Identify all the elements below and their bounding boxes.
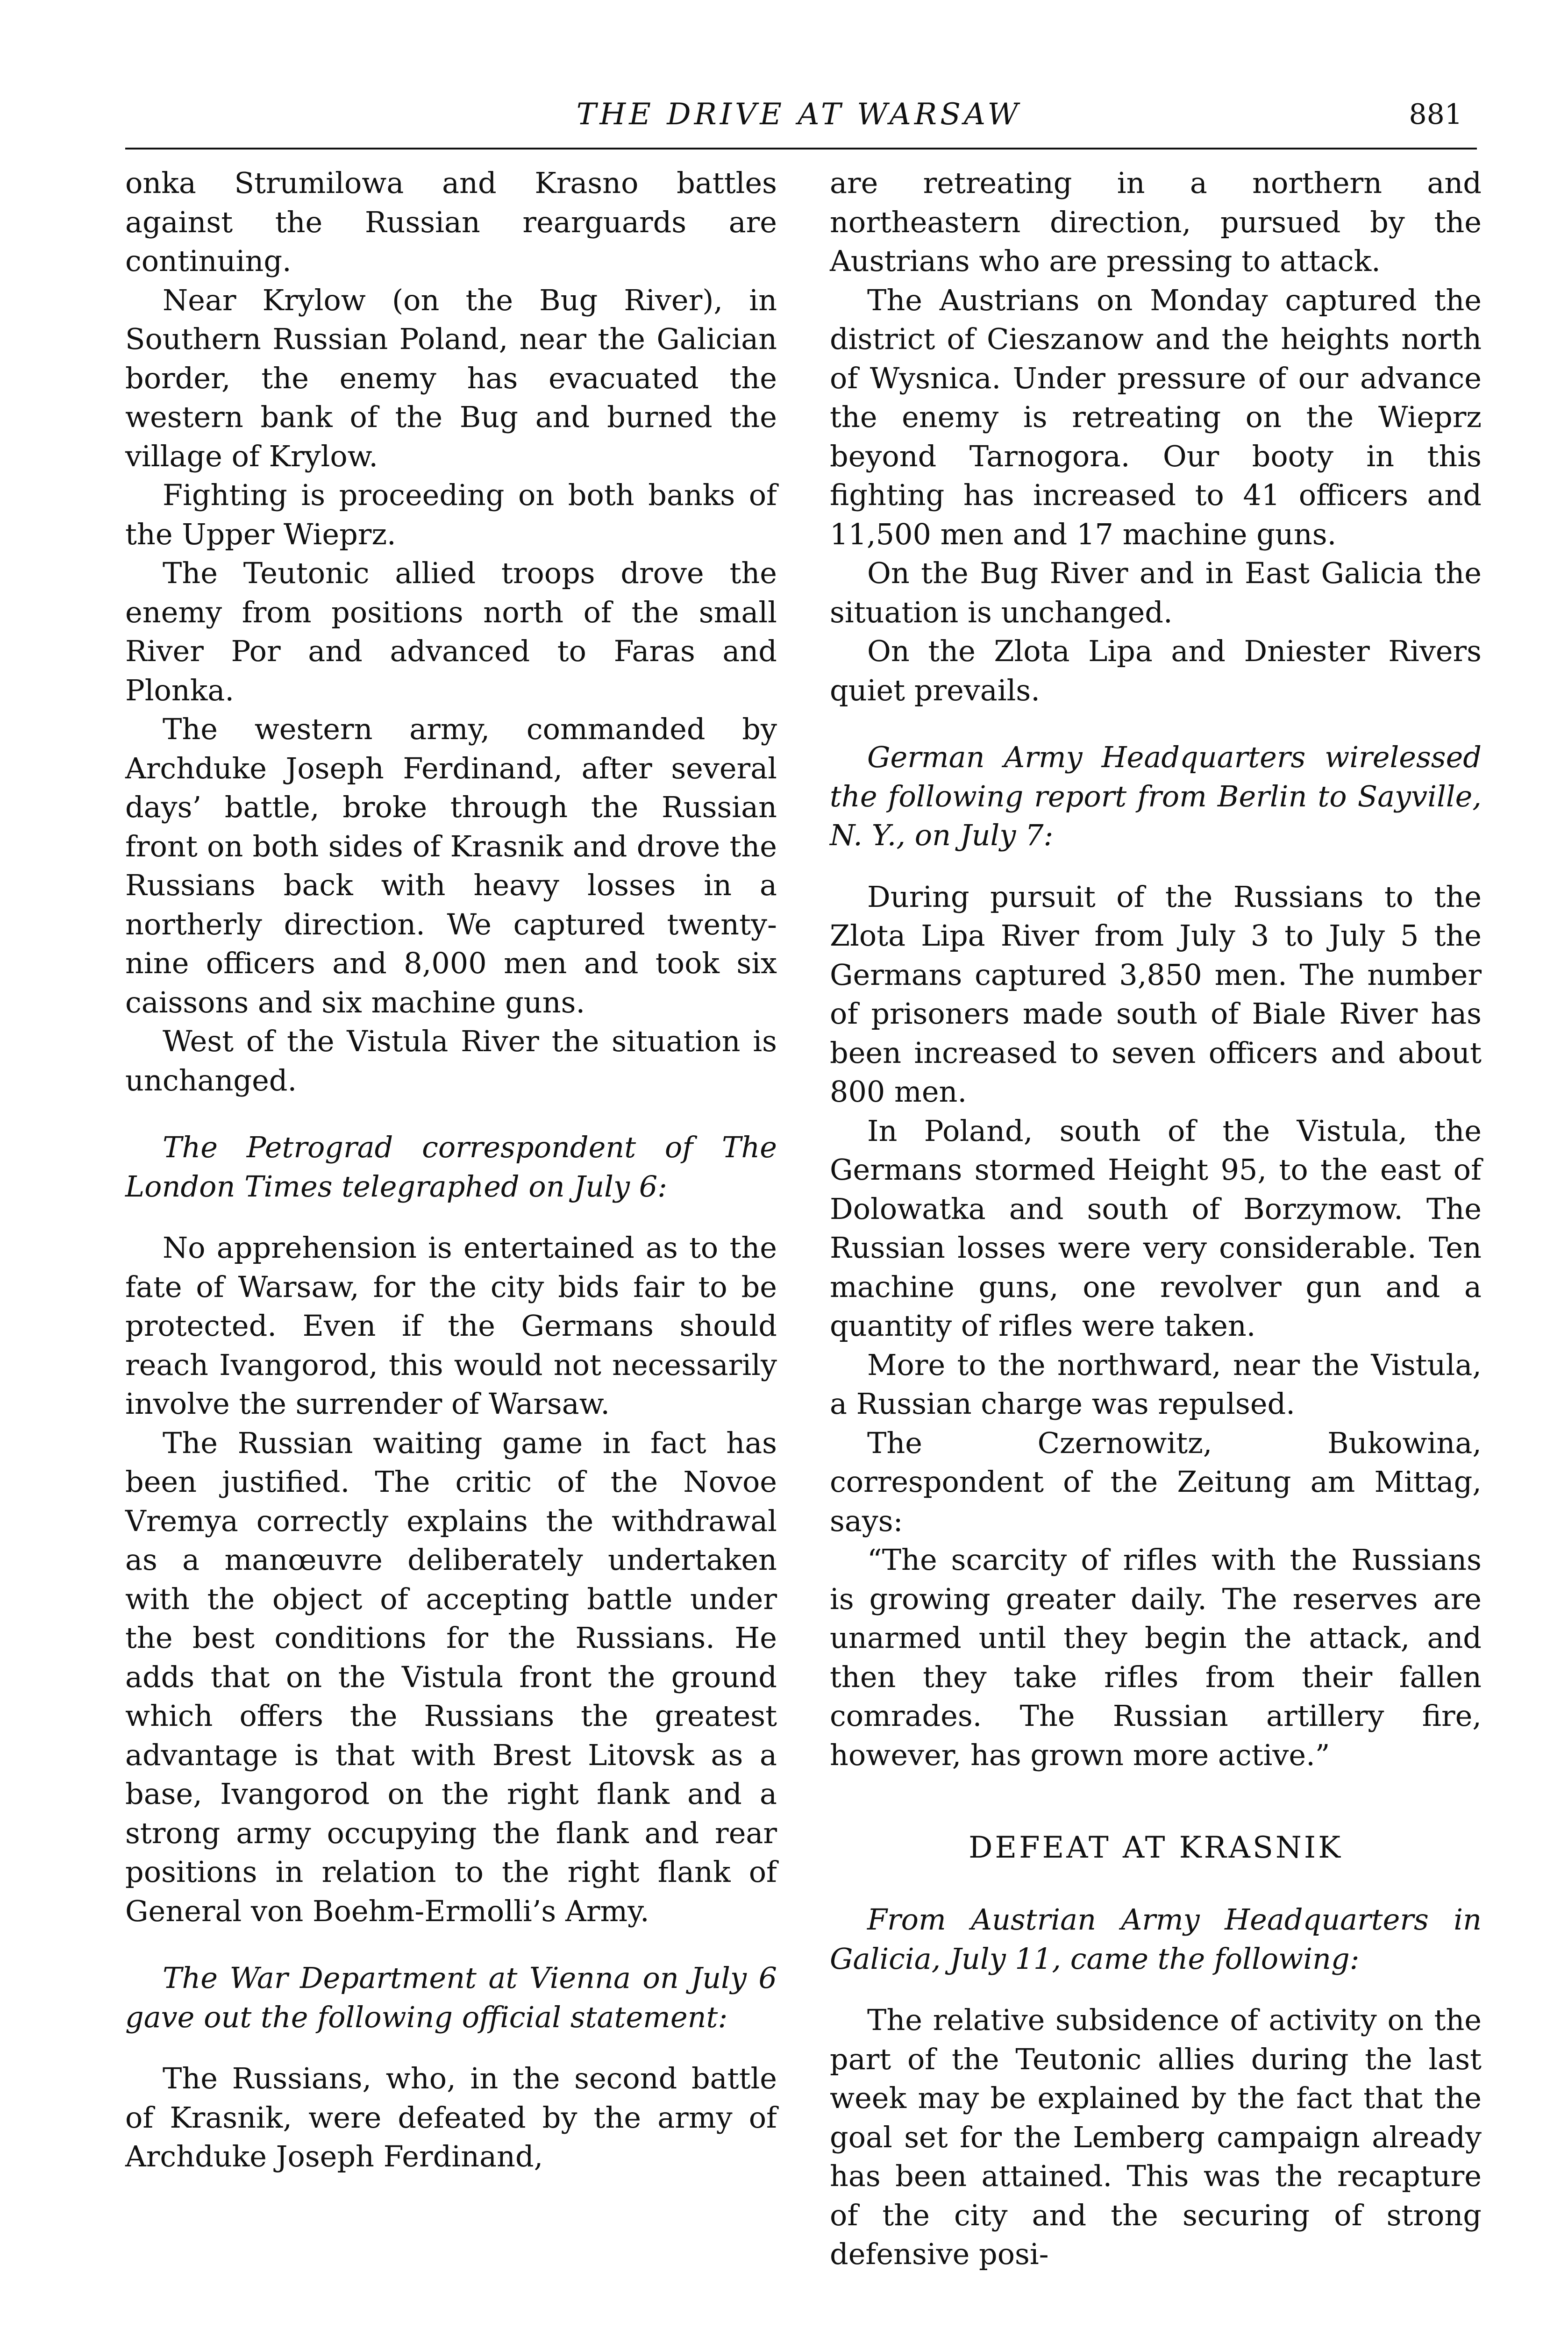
paragraph: Fighting is proceeding on both banks of the Upper Wieprz.	[125, 478, 777, 551]
running-title: THE DRIVE AT WARSAW	[576, 97, 1022, 132]
paragraph: During pursuit of the Russians to the Zlota Lipa River from July 3 to July 5 the Germans captured 3,850 men. The number of prisoners made south of Biale River has been increased to seven officers and about 800 men.	[830, 879, 1482, 1109]
paragraph: “The scarcity of rifles with the Russians is growing greater daily. The reserves are unarmed until they begin the attack, and then they take rifles from their fallen comrades. The Russian artillery fire, however, has grown more active.”	[830, 1543, 1482, 1772]
paragraph: No apprehension is entertained as to the fate of Warsaw, for the city bids fair to be protected. Even if the Germans should reach Ivangorod, this would not necessarily involve the surrender of Warsaw.	[125, 1231, 777, 1421]
source-intro: From Austrian Army Headquarters in Galicia, July 11, came the following:	[830, 1902, 1482, 1976]
paragraph: The Russians, who, in the second battle of Krasnik, were defeated by the army of Archduke Joseph Ferdinand,	[125, 2061, 777, 2173]
right-column	[830, 164, 1482, 2274]
paragraph: On the Zlota Lipa and Dniester Rivers quiet prevails.	[830, 634, 1482, 707]
paragraph: The Russian waiting game in fact has been justified. The critic of the Novoe Vremya correctly explains the withdrawal as a manœuvre deliberately undertaken with the object of accepting battle under the best conditions for the Russians. He adds that on the Vistula front the ground which offers the Russians the greatest advantage is that with Brest Litovsk as a base, Ivangorod on the right flank and a strong army occupying the flank and rear positions in relation to the right flank of General von Boehm-Ermolli’s Army.	[125, 1425, 777, 1928]
paragraph: Near Krylow (on the Bug River), in Southern Russian Poland, near the Galician border, the enemy has evacuated the western bank of the Bug and burned the village of Krylow.	[125, 283, 777, 473]
paragraph: More to the northward, near the Vistula, a Russian charge was repulsed.	[830, 1347, 1482, 1421]
page-number: 881	[1409, 98, 1462, 131]
left-column	[125, 164, 777, 2176]
paragraph: The Czernowitz, Bukowina, correspondent of the Zeitung am Mittag, says:	[830, 1425, 1482, 1538]
paragraph: The western army, commanded by Archduke Joseph Ferdinand, after several days’ battle, broke through the Russian front on both sides of Krasnik and drove the Russians back with heavy losses in a northerly direction. We captured twenty-nine officers and 8,000 men and took six caissons and six machine guns.	[125, 712, 777, 1019]
paragraph: are retreating in a northern and northeastern direction, pursued by the Austrians who are pressing to attack.	[830, 166, 1482, 278]
paragraph: On the Bug River and in East Galicia the situation is unchanged.	[830, 556, 1482, 629]
section-heading: DEFEAT AT KRASNIK	[969, 1830, 1343, 1865]
paragraph: The relative subsidence of activity on the part of the Teutonic allies during the last week may be explained by the fact that the goal set for the Lemberg campaign already has been attained. This was the recapture of the city and the securing of strong defensive posi-	[830, 2003, 1482, 2271]
paragraph: In Poland, south of the Vistula, the Germans stormed Height 95, to the east of Dolowatka and south of Borzymow. The Russian losses were very considerable. Ten machine guns, one revolver gun and a quantity of rifles were taken.	[830, 1113, 1482, 1343]
header-rule	[125, 148, 1477, 150]
paragraph: onka Strumilowa and Krasno battles against the Russian rearguards are continuing.	[125, 166, 777, 278]
paragraph: The Austrians on Monday captured the district of Cieszanow and the heights north of Wysnica. Under pressure of our advance the enemy is retreating on the Wieprz beyond Tarnogora. Our booty in this fighting has increased to 41 officers and 11,500 men and 17 machine guns.	[830, 283, 1482, 551]
source-intro: The War Department at Vienna on July 6 gave out the following official statement:	[125, 1961, 777, 2034]
paragraph: West of the Vistula River the situation is unchanged.	[125, 1024, 777, 1097]
paragraph: The Teutonic allied troops drove the enemy from positions north of the small River Por and advanced to Faras and Plonka.	[125, 556, 777, 707]
source-intro: The Petrograd correspondent of The London Times telegraphed on July 6:	[125, 1130, 777, 1204]
source-intro: German Army Headquarters wirelessed the following report from Berlin to Sayville, N. Y., on July 7:	[830, 740, 1482, 852]
